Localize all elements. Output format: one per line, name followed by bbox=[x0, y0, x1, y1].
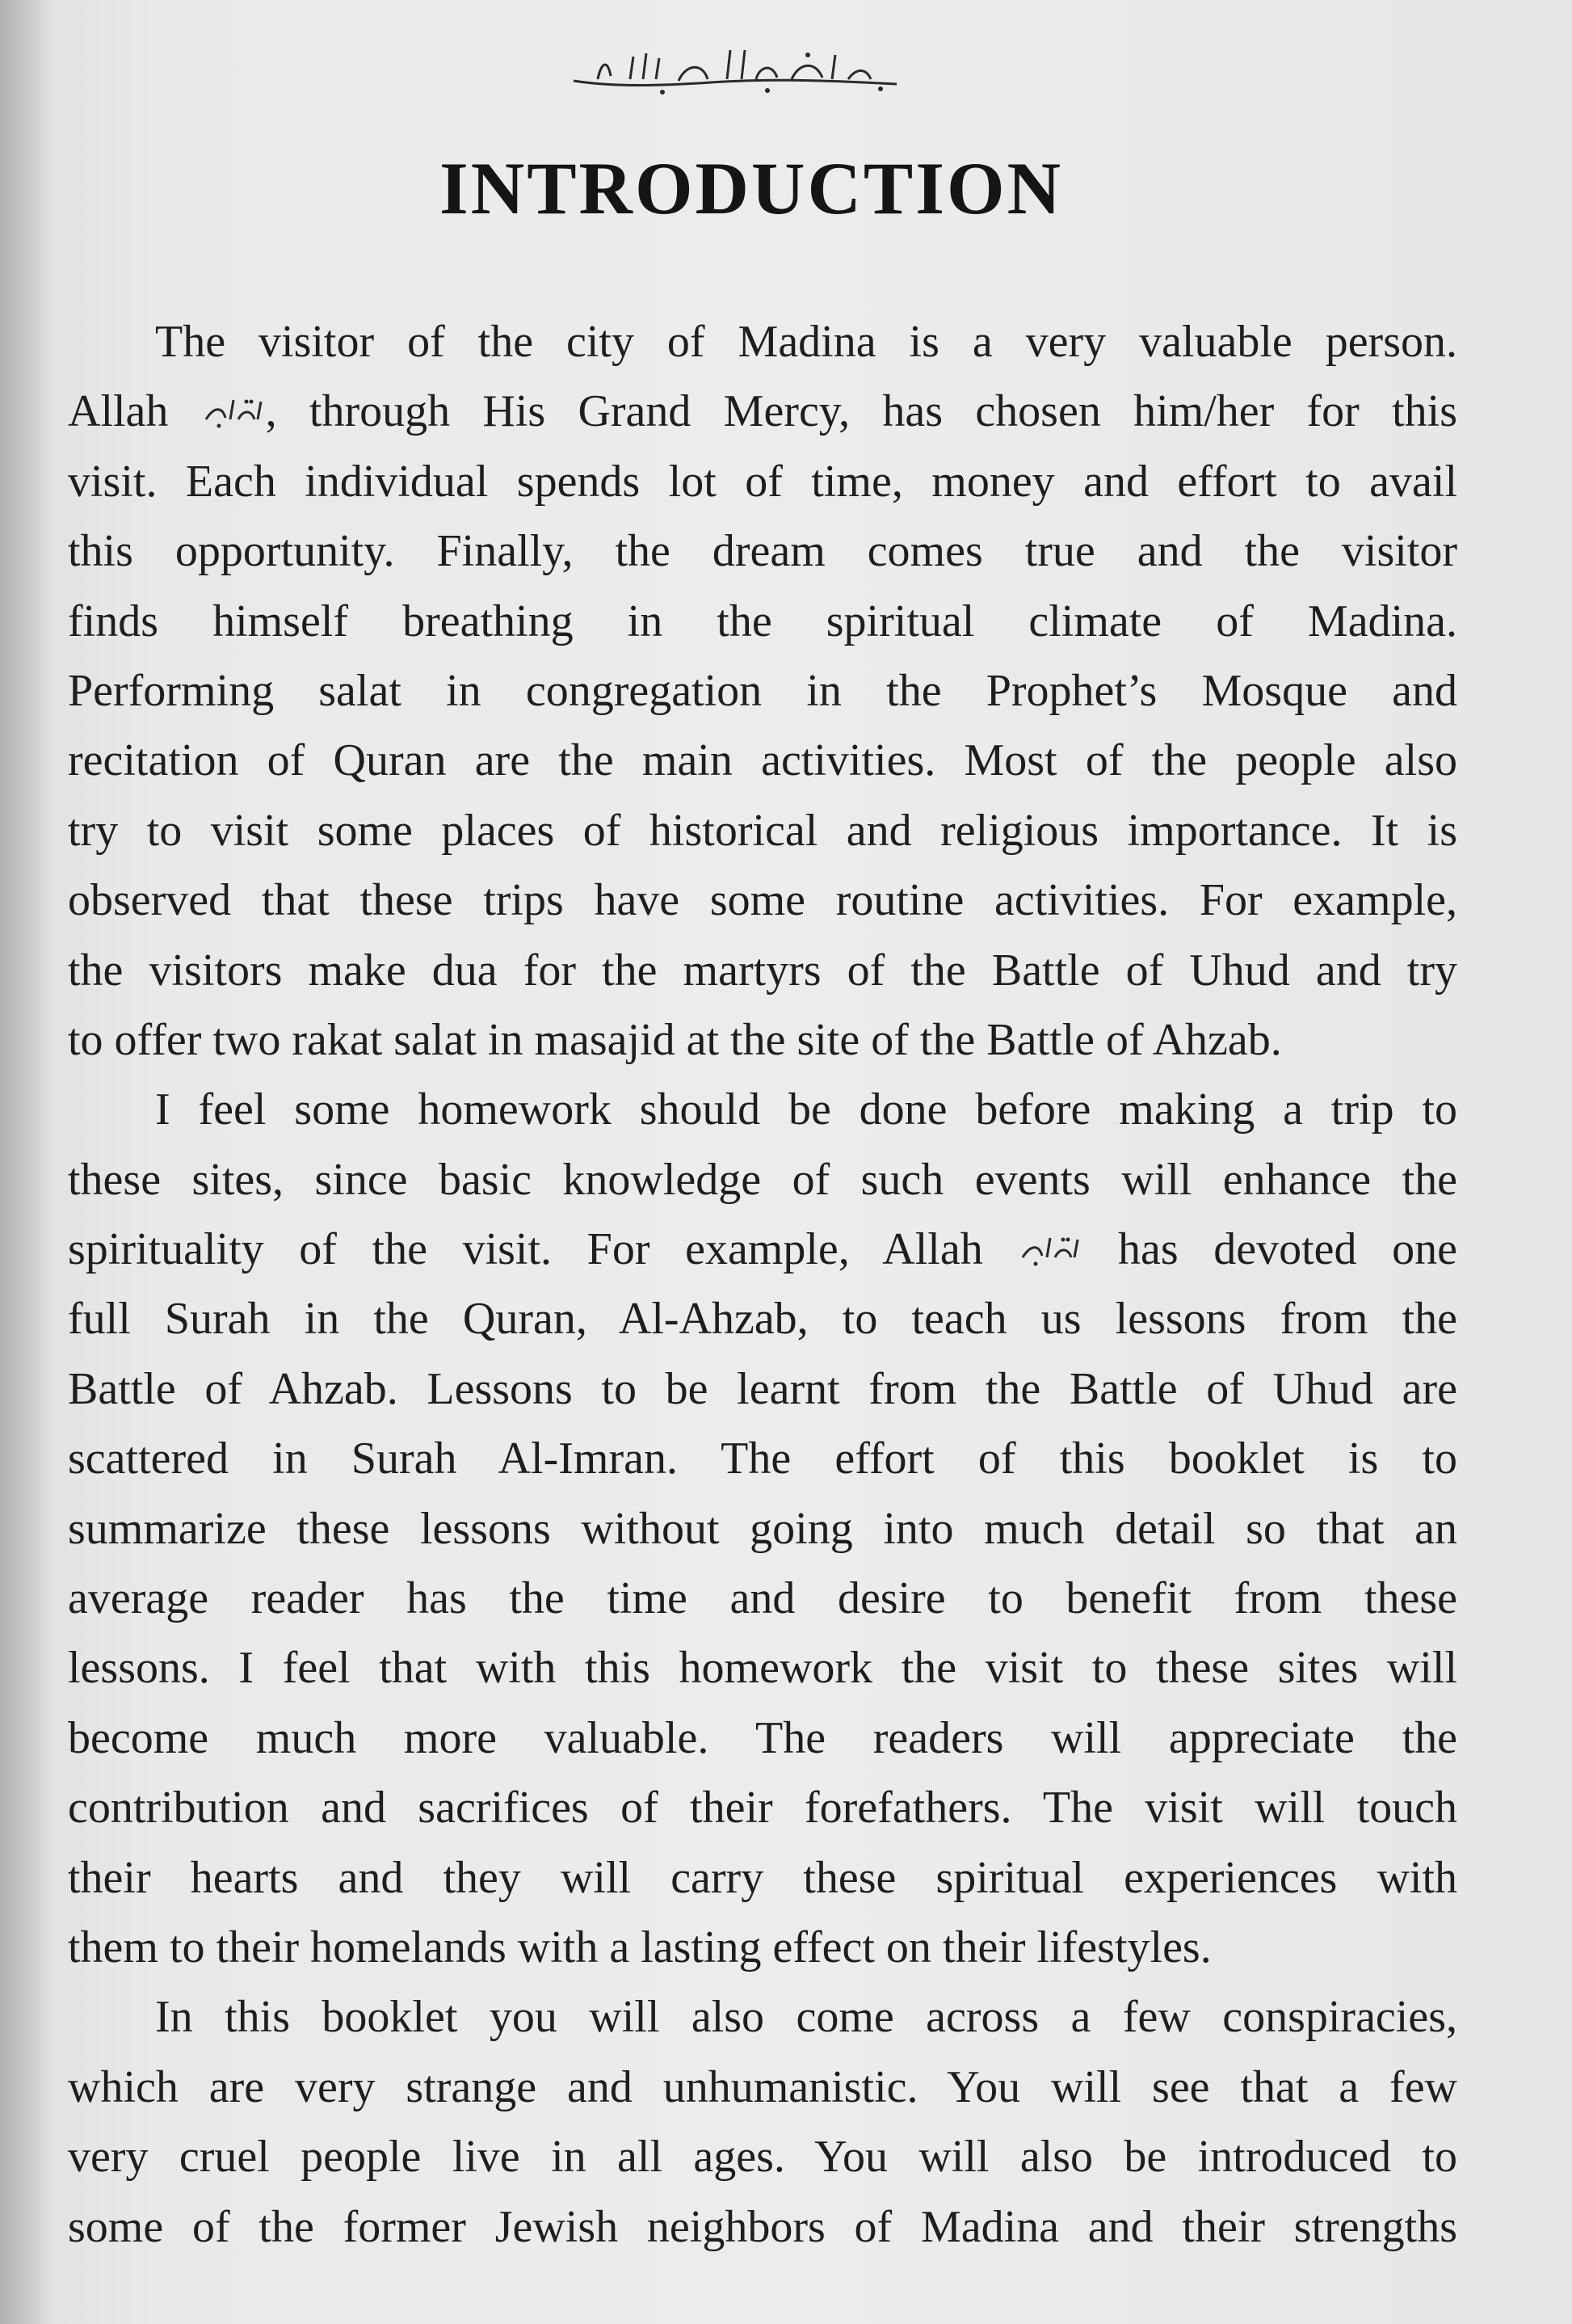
honorific-calligraphy-icon bbox=[1018, 1228, 1082, 1269]
text-line: very cruel people live in all ages. You will also be introduced to bbox=[68, 2132, 1457, 2183]
text-line: Battle of Ahzab. Lessons to be learnt from the Battle of Uhud are bbox=[68, 1363, 1457, 1414]
text-line bbox=[68, 1215, 1457, 1284]
text-line: recitation of Quran are the main activities. Most of the people also bbox=[68, 735, 1457, 786]
text-line: Performing salat in congregation in the Prophet’s Mosque and bbox=[68, 665, 1457, 716]
text-line: which are very strange and unhumanistic. You will see that a few bbox=[68, 2061, 1457, 2112]
text-line: summarize these lessons without going into much detail so that an bbox=[68, 1503, 1457, 1554]
text-line: this opportunity. Finally, the dream comes true and the visitor bbox=[68, 526, 1457, 577]
honorific-calligraphy-icon bbox=[201, 390, 266, 431]
text-line: scattered in Surah Al-Imran. The effort of this booklet is to bbox=[68, 1434, 1457, 1484]
text-line: become much more valuable. The readers will appreciate the bbox=[68, 1712, 1457, 1763]
body-text bbox=[68, 307, 1457, 2262]
text-line: their hearts and they will carry these spiritual experiences with bbox=[68, 1852, 1457, 1903]
text-line: finds himself breathing in the spiritual climate of Madina. bbox=[68, 596, 1457, 646]
text-line bbox=[68, 377, 1457, 446]
page-title: INTRODUCTION bbox=[439, 147, 1064, 229]
text-line: In this booklet you will also come across a few conspiracies, bbox=[155, 1992, 1457, 2043]
text-line: observed that these trips have some routine activities. For example, bbox=[68, 875, 1457, 926]
text-line: lessons. I feel that with this homework the visit to these sites will bbox=[68, 1643, 1457, 1694]
text-segment: , through His Grand Mercy, has chosen him/her for this bbox=[265, 386, 1457, 437]
text-line: I feel some homework should be done before making a trip to bbox=[155, 1084, 1457, 1135]
text-line: average reader has the time and desire to benefit from these bbox=[68, 1573, 1457, 1624]
text-line: these sites, since basic knowledge of such events will enhance the bbox=[68, 1154, 1457, 1205]
text-line: the visitors make dua for the martyrs of the Battle of Uhud and try bbox=[68, 945, 1457, 996]
text-line: some of the former Jewish neighbors of Madina and their strengths bbox=[68, 2201, 1457, 2252]
text-line: try to visit some places of historical and religious importance. It is bbox=[68, 805, 1457, 856]
text-segment: spirituality of the visit. For example, Allah bbox=[68, 1224, 1019, 1275]
text-line: The visitor of the city of Madina is a very valuable person. bbox=[155, 317, 1457, 367]
spine-shadow bbox=[0, 0, 57, 2324]
basmala-calligraphy-icon bbox=[565, 39, 905, 103]
text-line: full Surah in the Quran, Al-Ahzab, to teach us lessons from the bbox=[68, 1294, 1457, 1345]
text-segment: has devoted one bbox=[1082, 1224, 1458, 1275]
text-line: visit. Each individual spends lot of time, money and effort to avail bbox=[68, 456, 1457, 507]
text-line: contribution and sacrifices of their forefathers. The visit will touch bbox=[68, 1783, 1457, 1834]
text-segment: Allah bbox=[68, 386, 201, 437]
text-line: to offer two rakat salat in masajid at the site of the Battle of Ahzab. bbox=[68, 1014, 1282, 1065]
text-line: them to their homelands with a lasting effect on their lifestyles. bbox=[68, 1922, 1212, 1972]
